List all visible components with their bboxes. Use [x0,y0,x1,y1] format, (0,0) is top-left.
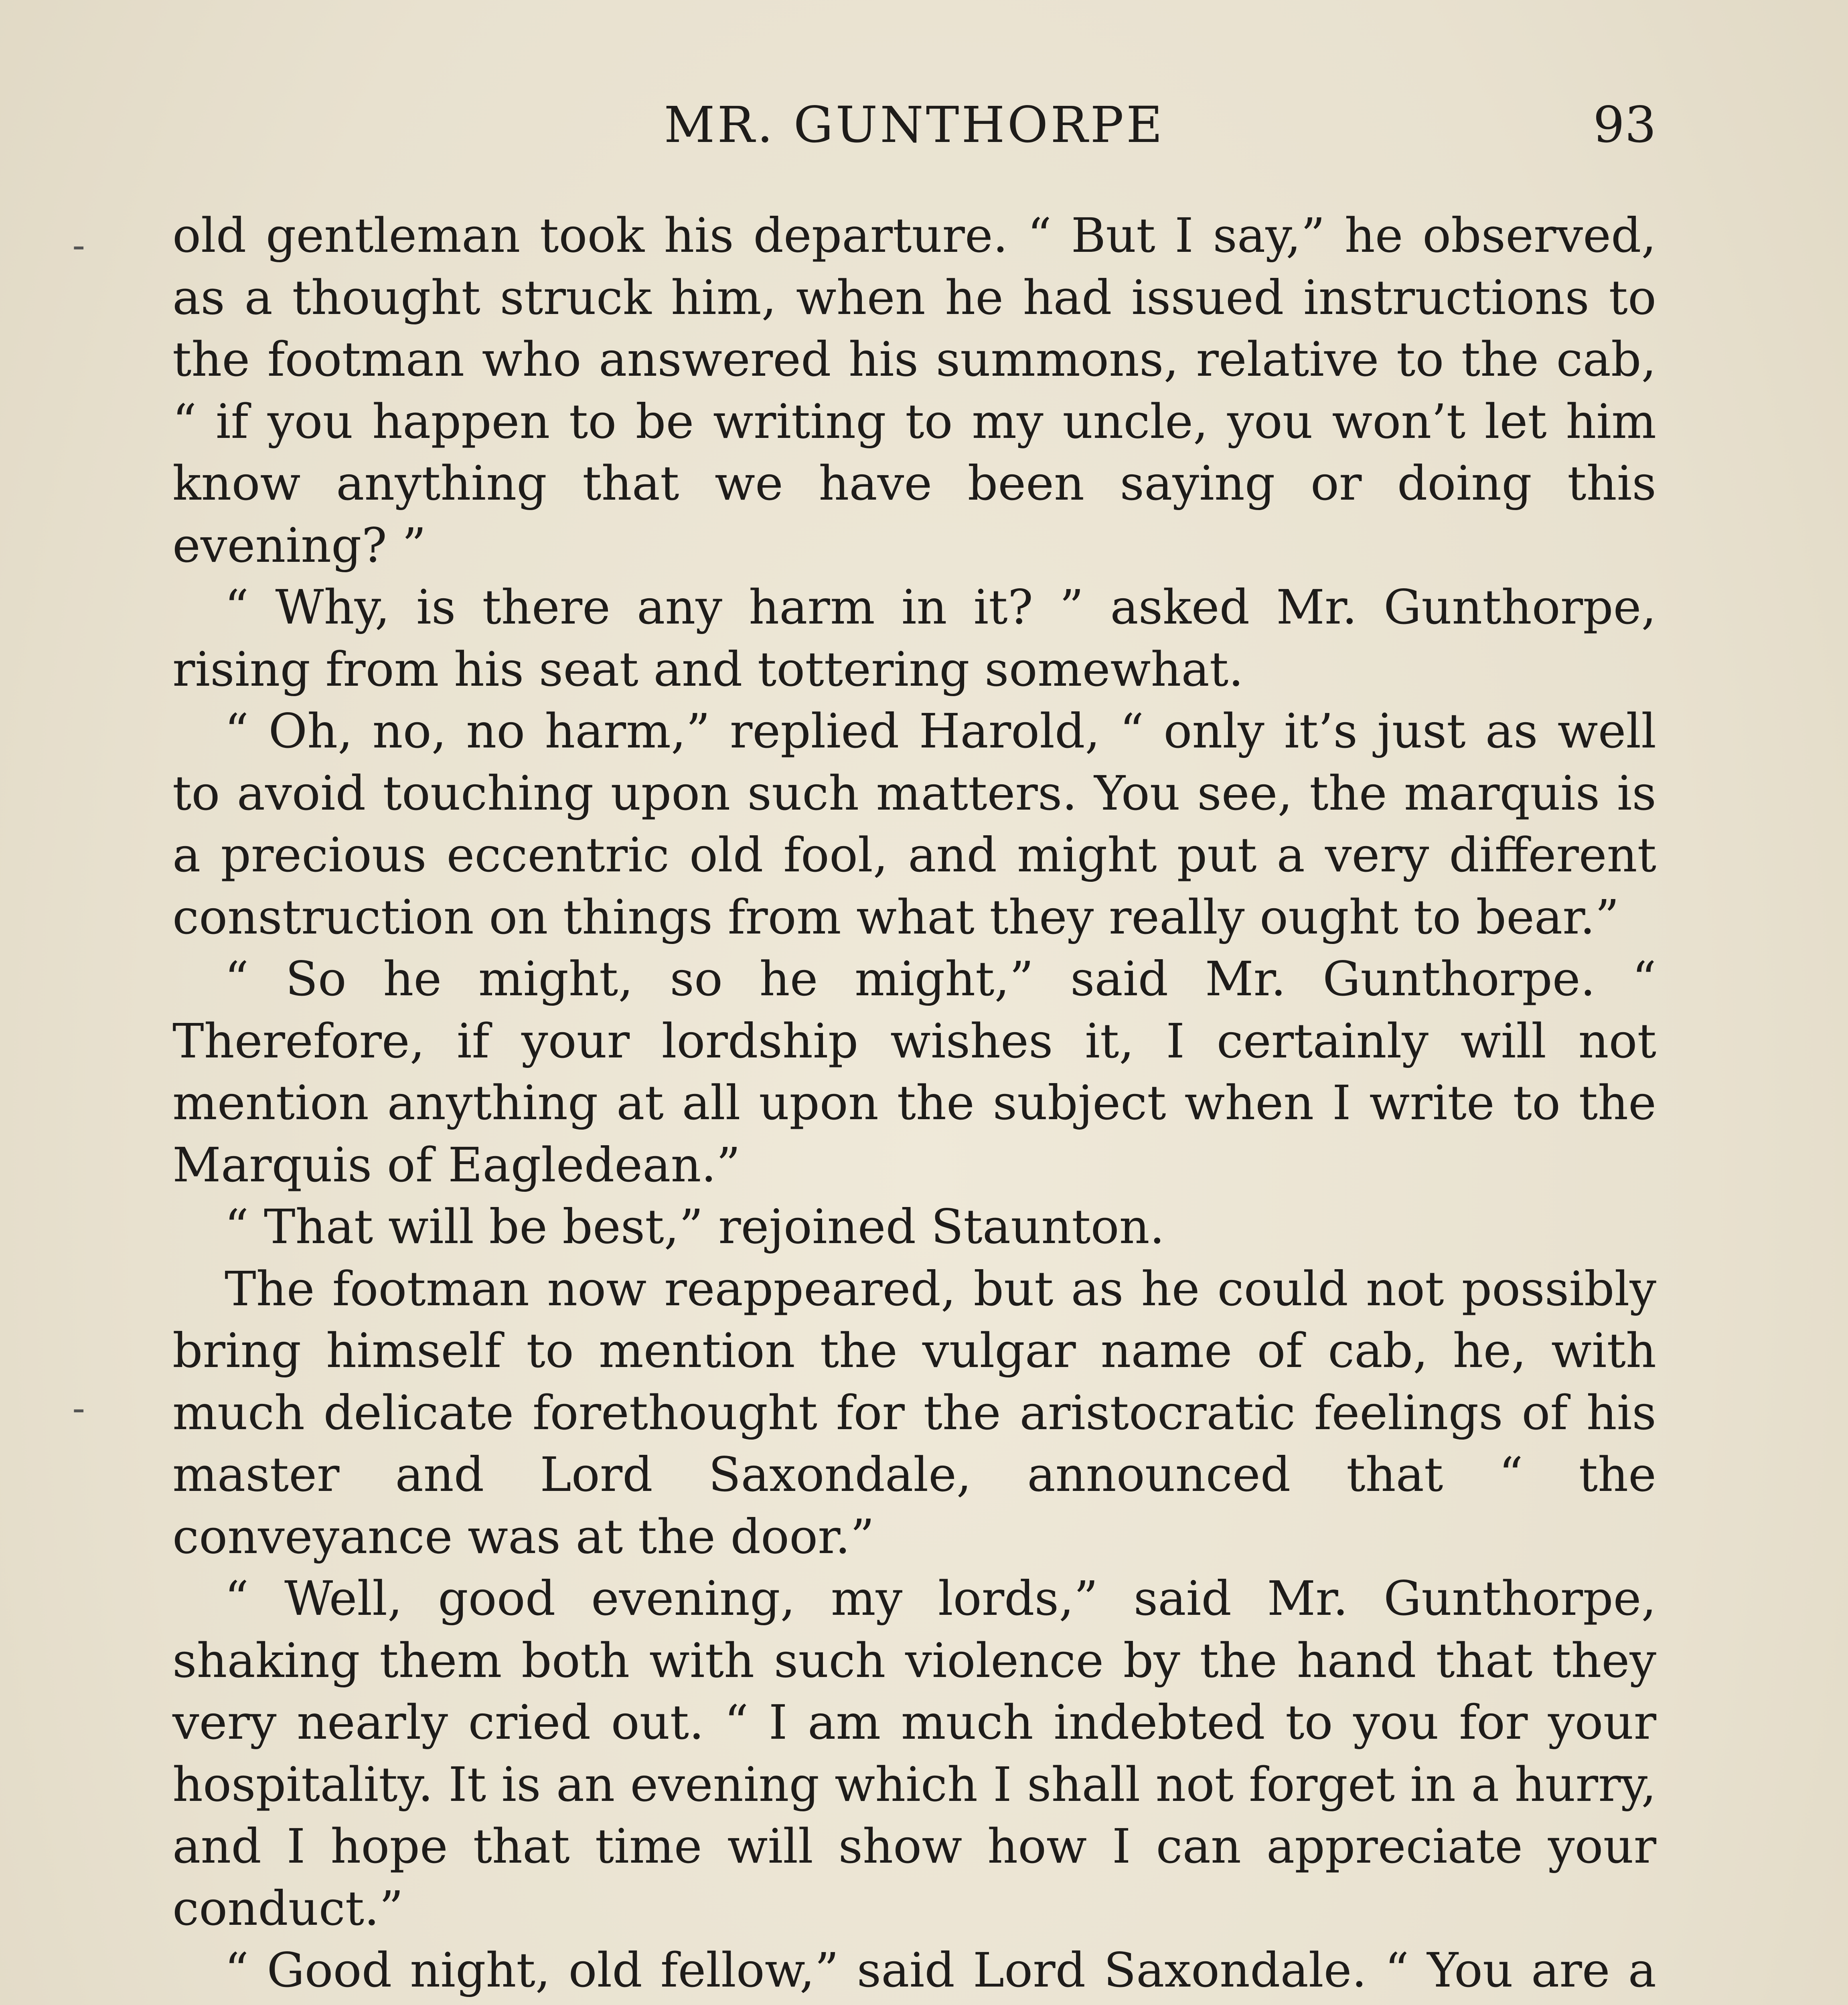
page-number: 93 [1593,96,1656,154]
paragraph: “ Oh, no, no harm,” replied Harold, “ only it’s just as well to avoid touching upon such matters. You see, the marquis is a precious eccentric old fool, and might put a very different construction on things from what they really ought to bear.” [172,703,1656,945]
margin-mark: - [72,1387,85,1430]
running-head: MR. GUNTHORPE [664,96,1165,154]
page-header [172,96,1656,164]
margin-mark: - [72,225,85,267]
body-text [172,205,1656,2005]
paragraph: “ Good night, old fellow,” said Lord Saxondale. “ You are a [225,1942,1656,1998]
paragraph: “ That will be best,” rejoined Staunton. [225,1199,1165,1254]
paragraph: old gentleman took his departure. “ But I say,” he observed, as a thought struck him, when he had issued instructions to the footman who answered his summons, relative to the cab, “ if you happen to be writing to my uncle, you won’t let him know anything that we have been saying or doing this evening? ” [172,208,1656,573]
paragraph: The footman now reappeared, but as he could not possibly bring himself to mention the vulgar name of cab, he, with much delicate forethought for the aristocratic feelings of his master and Lord Saxondale, announced that “ the conveyance was at the door.” [172,1261,1656,1564]
paragraph: “ Why, is there any harm in it? ” asked Mr. Gunthorpe, rising from his seat and tottering somewhat. [172,579,1656,697]
paragraph: “ So he might, so he might,” said Mr. Gunthorpe. “ Therefore, if your lordship wishes it, I certainly will not mention anything at all upon the subject when I write to the Marquis of Eagledean.” [172,951,1656,1193]
paragraph: “ Well, good evening, my lords,” said Mr. Gunthorpe, shaking them both with such violence by the hand that they very nearly cried out. “ I am much indebted to you for your hospitality. It is an evening which I shall not forget in a hurry, and I hope that time will show how I can appreciate your conduct.” [172,1571,1656,1936]
